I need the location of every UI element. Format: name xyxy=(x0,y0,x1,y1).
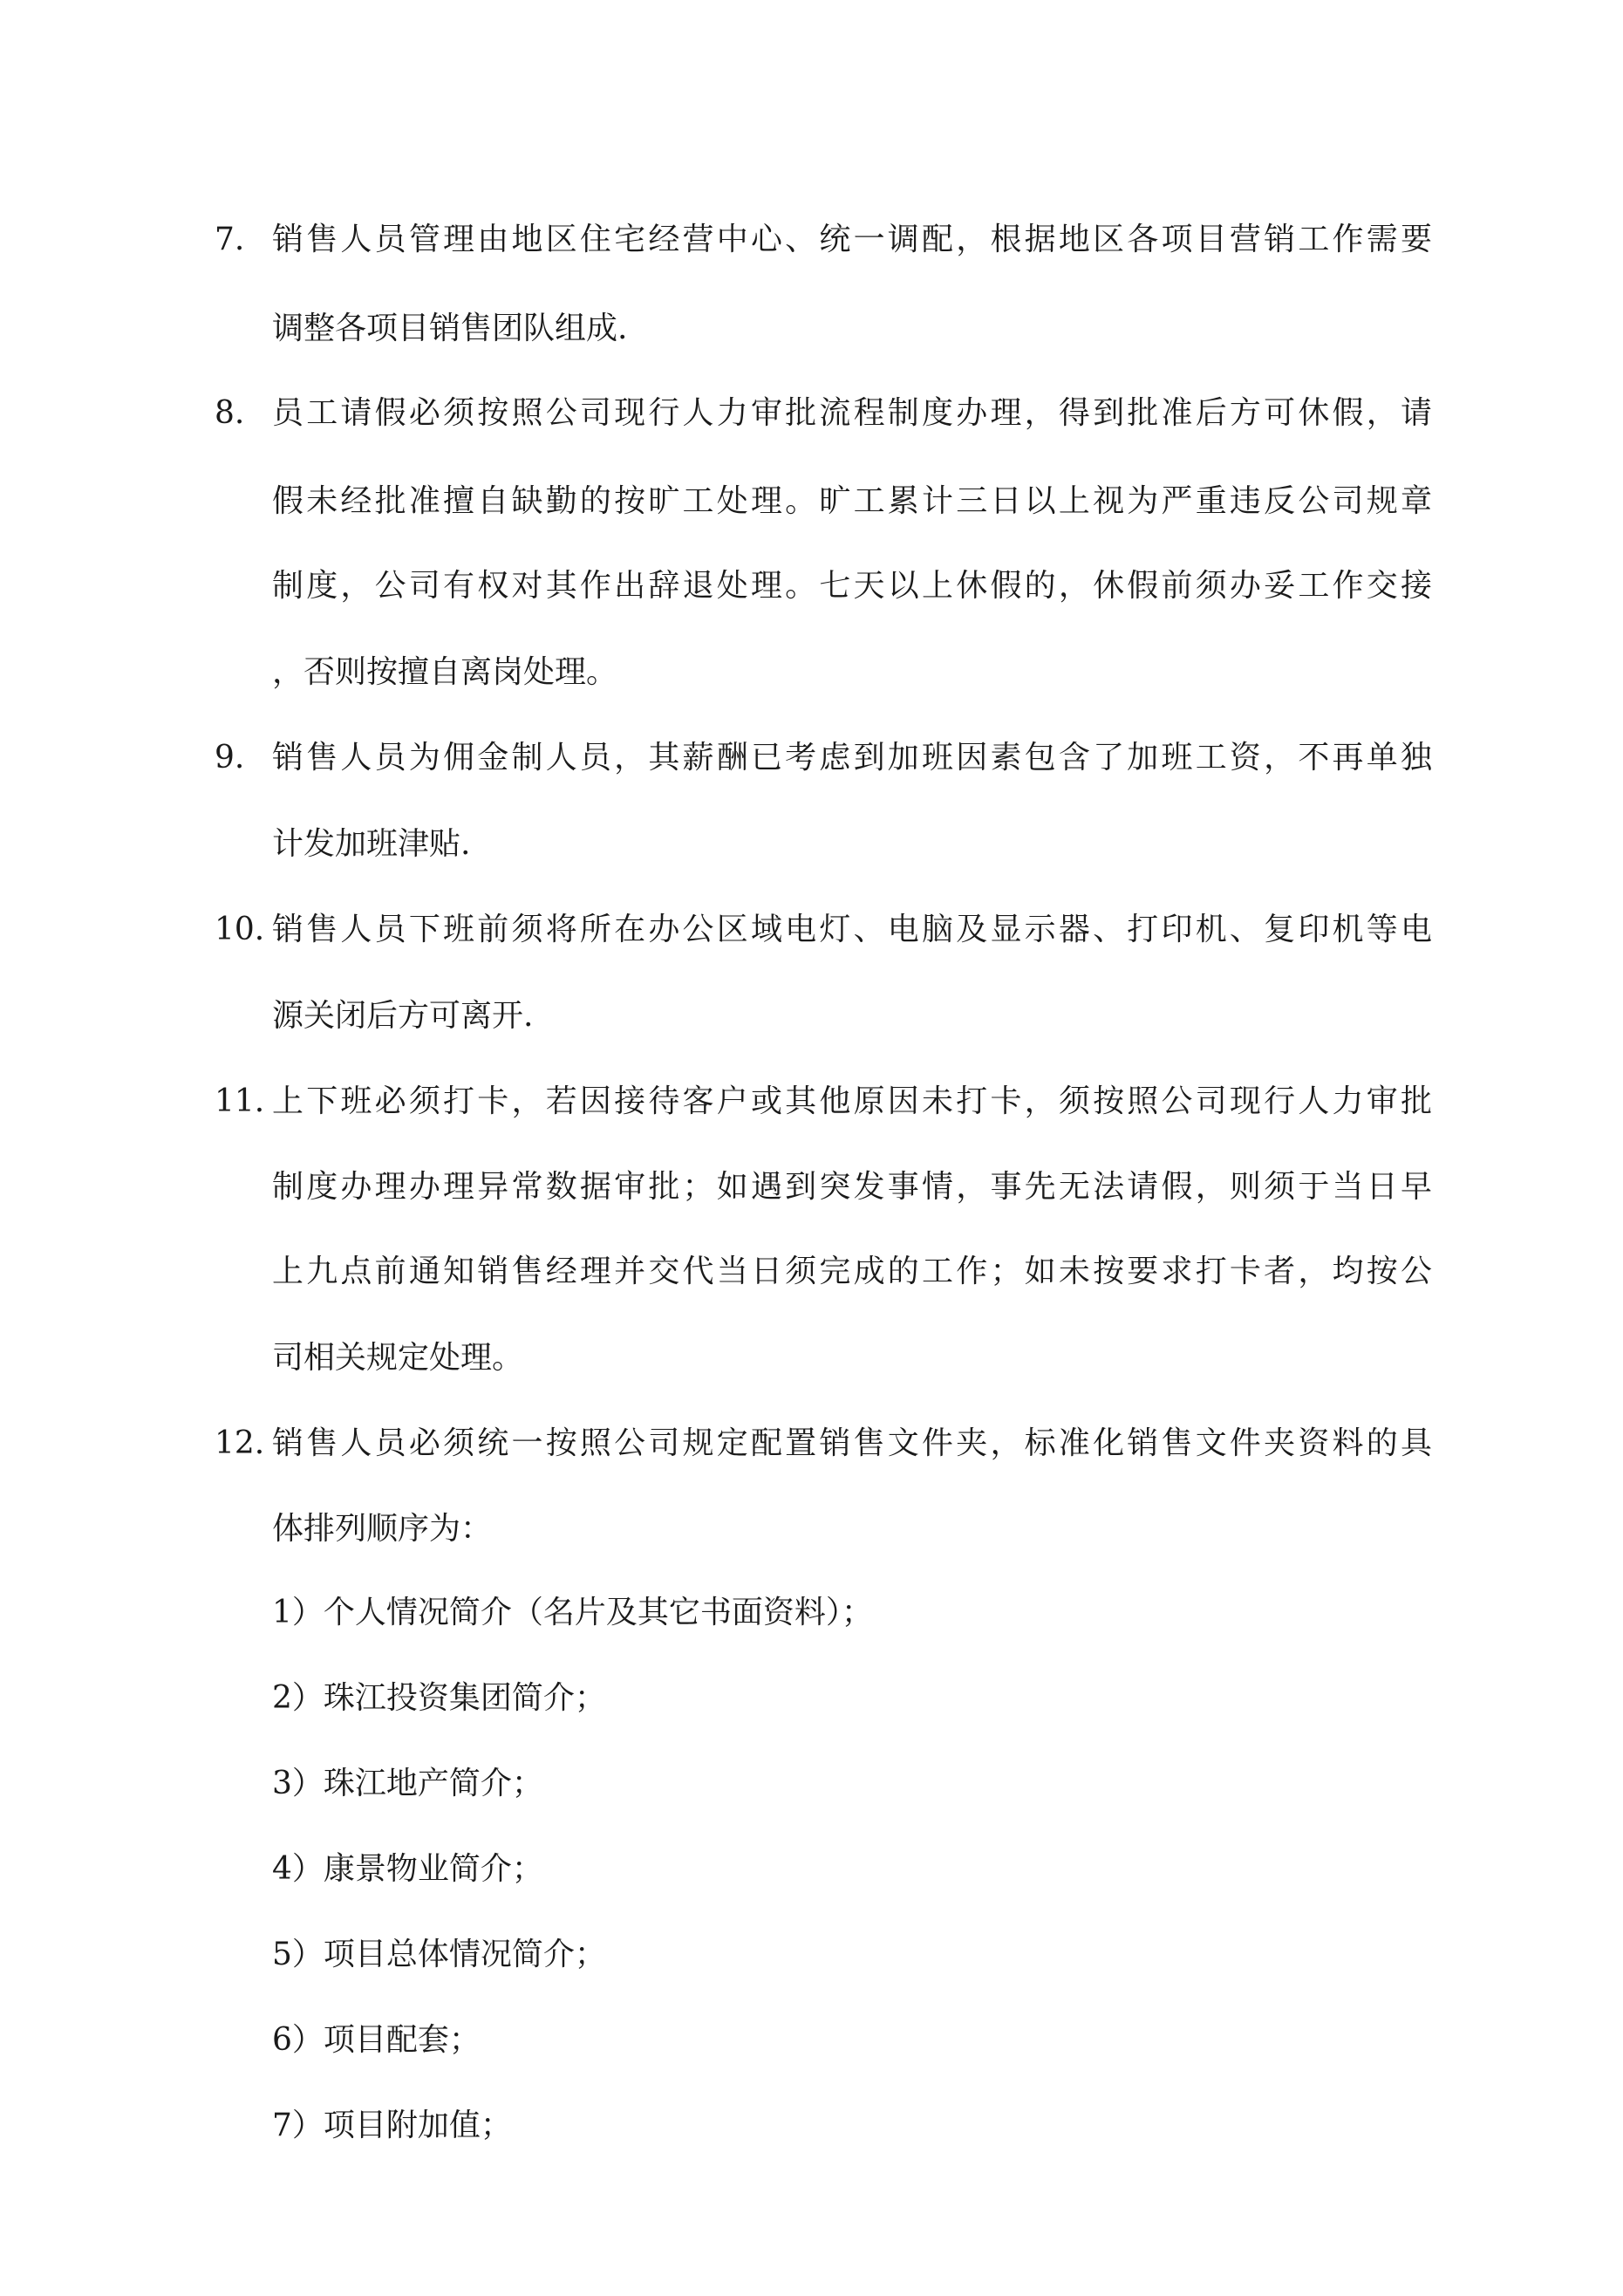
list-item-8-line-3 xyxy=(0,562,1623,611)
sub-item-6 xyxy=(0,2016,1623,2065)
list-item-10-line-1 xyxy=(0,905,1623,954)
item-number: 9. xyxy=(215,740,245,776)
sub-item-4 xyxy=(0,1845,1623,1894)
sub-item-1 xyxy=(0,1589,1623,1637)
item-text: 源关闭后方可离开. xyxy=(272,998,534,1034)
item-number: 10. xyxy=(215,912,265,947)
sub-item-text: 2）珠江投资集团简介； xyxy=(272,1680,606,1716)
list-item-11-line-2 xyxy=(0,1163,1623,1212)
item-number: 7. xyxy=(215,222,245,257)
list-item-11-line-4 xyxy=(0,1334,1623,1383)
list-item-7-line-2 xyxy=(0,304,1623,353)
sub-item-2 xyxy=(0,1674,1623,1723)
sub-item-text: 6）项目配套； xyxy=(272,2022,481,2058)
sub-item-5 xyxy=(0,1930,1623,1979)
list-item-10-line-2 xyxy=(0,992,1623,1041)
list-item-9-line-1 xyxy=(0,734,1623,782)
sub-item-text: 3）珠江地产简介； xyxy=(272,1766,543,1801)
item-text: ，否则按擅自离岗处理。 xyxy=(272,654,618,690)
sub-item-text: 4）康景物业简介； xyxy=(272,1851,543,1887)
list-item-11-line-3 xyxy=(0,1247,1623,1296)
item-text: 销售人员为佣金制人员，其薪酬已考虑到加班因素包含了加班工资，不再单独 xyxy=(272,740,1432,776)
item-text: 制度办理办理异常数据审批；如遇到突发事情，事先无法请假，则须于当日早 xyxy=(272,1169,1432,1205)
item-text: 销售人员管理由地区住宅经营中心、统一调配，根据地区各项目营销工作需要 xyxy=(272,222,1432,257)
list-item-7-line-1 xyxy=(0,215,1623,264)
item-number: 11. xyxy=(215,1083,265,1119)
item-text: 销售人员必须统一按照公司规定配置销售文件夹，标准化销售文件夹资料的具 xyxy=(272,1425,1432,1461)
item-text: 体排列顺序为： xyxy=(272,1511,493,1547)
sub-item-text: 1）个人情况简介（名片及其它书面资料）； xyxy=(272,1595,873,1630)
item-text: 计发加班津贴. xyxy=(272,826,471,862)
sub-item-7 xyxy=(0,2101,1623,2150)
sub-item-text: 7）项目附加值； xyxy=(272,2108,512,2143)
item-number: 8. xyxy=(215,395,245,431)
item-text: 假未经批准擅自缺勤的按旷工处理。旷工累计三日以上视为严重违反公司规章 xyxy=(272,483,1432,519)
list-item-9-line-2 xyxy=(0,820,1623,869)
sub-item-text: 5）项目总体情况简介； xyxy=(272,1937,606,1972)
list-item-8-line-4 xyxy=(0,648,1623,697)
item-text: 上九点前通知销售经理并交代当日须完成的工作；如未按要求打卡者，均按公 xyxy=(272,1254,1432,1289)
list-item-11-line-1 xyxy=(0,1077,1623,1126)
sub-item-3 xyxy=(0,1760,1623,1808)
list-item-12-line-1 xyxy=(0,1419,1623,1468)
item-text: 调整各项目销售团队组成. xyxy=(272,311,628,346)
item-text: 司相关规定处理。 xyxy=(272,1340,524,1376)
list-item-12-line-2 xyxy=(0,1505,1623,1554)
list-item-8-line-1 xyxy=(0,389,1623,438)
item-text: 销售人员下班前须将所在办公区域电灯、电脑及显示器、打印机、复印机等电 xyxy=(272,912,1432,947)
list-item-8-line-2 xyxy=(0,477,1623,526)
item-text: 员工请假必须按照公司现行人力审批流程制度办理，得到批准后方可休假，请 xyxy=(272,395,1432,431)
item-text: 制度，公司有权对其作出辞退处理。七天以上休假的，休假前须办妥工作交接 xyxy=(272,568,1432,604)
item-text: 上下班必须打卡，若因接待客户或其他原因未打卡，须按照公司现行人力审批 xyxy=(272,1083,1432,1119)
item-number: 12. xyxy=(215,1425,265,1461)
